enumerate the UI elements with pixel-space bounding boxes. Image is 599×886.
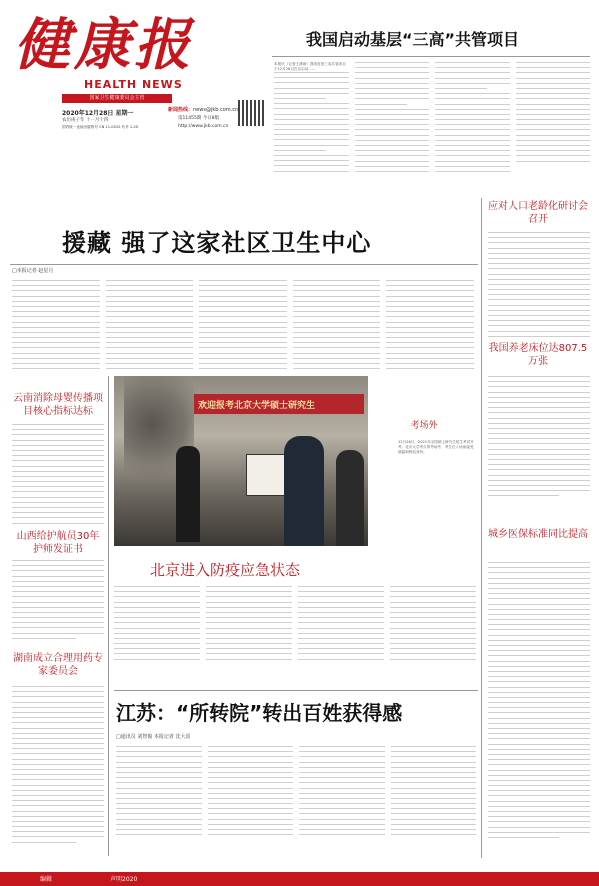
masthead-code: 国内统一连续出版物号 CN 11-0010 代号 1-20 (62, 125, 139, 129)
masthead-slogan: 国家卫生健康委员会主管 (62, 94, 172, 103)
footer-page: 声明2020 (110, 876, 138, 883)
photo-person-1 (176, 446, 200, 542)
masthead-title: 健康报 (14, 12, 194, 78)
footer-bar (0, 872, 599, 886)
right-body-1 (488, 232, 590, 342)
main-headline: 援藏 强了这家社区卫生中心 (62, 229, 372, 257)
media-value: news@jkb.com.cn (193, 107, 239, 113)
photo-caption-title: 考场外 (410, 421, 438, 431)
photo-sign (246, 454, 288, 496)
left-title-2: 山西给护航员30年护师发证书 (16, 531, 100, 555)
mid-headline: 北京进入防疫应急状态 (150, 561, 301, 579)
media-label-text: 新闻热线： (168, 107, 194, 113)
mid-body (114, 586, 476, 686)
right-title-3: 城乡医保标准同比提高 (488, 529, 588, 540)
top-story-headline: 我国启动基层“三高”共管项目 (306, 30, 520, 49)
main-byline: □本报记者 赵星月 (12, 268, 54, 274)
top-divider (272, 56, 590, 57)
photo-caption-body: 12月26日，2021年全国硕士研究生招生考试开考。北京大学考点的考场外，考生在入场前接受测温和核验身份。 (398, 440, 474, 455)
masthead-english: HEALTH NEWS (84, 78, 183, 91)
footer-left: 编辑 (40, 876, 53, 883)
photo-banner-text: 欢迎报考北京大学硕士研究生 (198, 401, 316, 411)
main-body (12, 280, 474, 372)
photo-person-2 (284, 436, 324, 546)
right-body-3 (488, 562, 590, 852)
main-divider (10, 264, 478, 265)
top-story-body (274, 62, 590, 192)
right-body-2 (488, 376, 590, 506)
bottom-headline: 江苏：“所转院”转出百姓获得感 (116, 701, 403, 725)
right-title-1: 应对人口老龄化研讨会召开 (488, 201, 588, 225)
issue-number: 第11455期 今日8版 (178, 116, 220, 121)
right-title-2: 我国养老床位达807.5万张 (488, 343, 588, 367)
right-col-divider (481, 198, 482, 858)
qr-code (238, 100, 264, 126)
masthead-date: 2020年12月28日 星期一 (62, 110, 134, 117)
photo-person-3 (336, 450, 364, 546)
bottom-byline: □通讯员 刘智俊 本报记者 沈大雷 (116, 734, 191, 740)
website: http://www.jkb.com.cn (178, 124, 229, 129)
masthead-lunar: 农历庚子年 十一月十四 (62, 118, 109, 123)
left-body-1 (12, 424, 104, 528)
left-body-3 (12, 686, 104, 856)
left-title-3: 湖南成立合理用药专家委员会 (13, 653, 103, 677)
bottom-body (116, 746, 476, 856)
left-body-2 (12, 560, 104, 642)
news-photo (114, 376, 368, 546)
bottom-divider (114, 690, 478, 691)
media-label (168, 106, 238, 113)
top-story-lead: 本报讯（记者王潇雨）我国首批三高共管项目于12月26日在京启动…… (274, 62, 346, 72)
left-col-divider (108, 376, 109, 856)
left-title-1: 云南消除母婴传播项目核心指标达标 (13, 393, 103, 417)
